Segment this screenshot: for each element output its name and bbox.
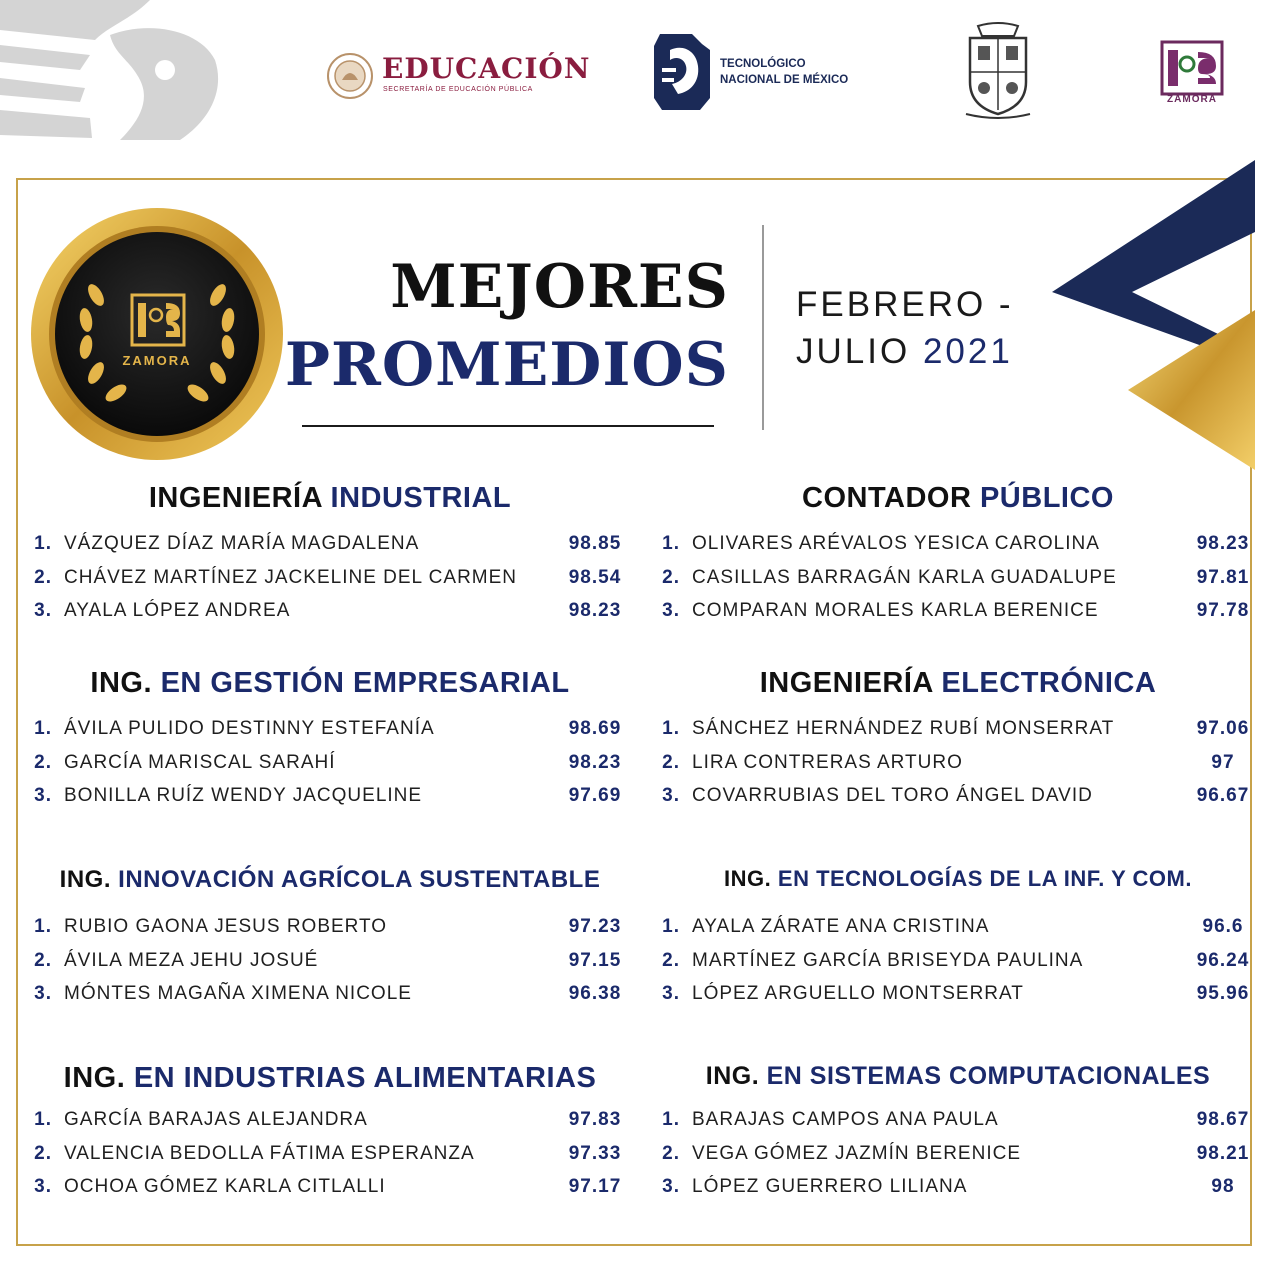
student-score: 96.67 [1196,785,1250,806]
section-highlight: INNOVACIÓN AGRÍCOLA SUSTENTABLE [118,866,601,893]
student-score: 97.83 [568,1109,622,1130]
section-title [658,1062,1258,1091]
student-score: 97.06 [1196,718,1250,739]
section-prefix: ING. [705,1062,760,1090]
student-score: 97.23 [568,916,622,937]
student-score: 98.23 [568,600,622,621]
student-name: COVARRUBIAS DEL TORO ÁNGEL DAVID [692,785,1093,806]
section-tecnologias-informacion [658,866,1258,1011]
educacion-wordmark: EDUCACIÓN [382,52,591,85]
ranking-row [30,779,630,813]
ranking-row [658,944,1258,978]
section-title [658,866,1258,892]
student-score: 98.85 [568,533,622,554]
student-name: BARAJAS CAMPOS ANA PAULA [692,1109,999,1130]
rank-number: 2. [662,949,680,971]
rank-number: 1. [34,718,52,739]
student-name: CHÁVEZ MARTÍNEZ JACKELINE DEL CARMEN [64,566,518,588]
ranking-row [30,527,630,561]
title-underline [302,425,714,427]
rank-number: 2. [662,566,680,588]
student-name: RUBIO GAONA JESUS ROBERTO [64,916,388,937]
section-gestion-empresarial [30,667,630,813]
section-highlight: EN INDUSTRIAS ALIMENTARIAS [133,1062,597,1094]
rank-number: 2. [34,949,52,971]
ranking-row [30,977,630,1011]
section-sistemas-computacionales [658,1062,1258,1204]
rank-number: 3. [662,785,680,806]
rank-number: 1. [662,718,680,739]
student-name: OLIVARES ARÉVALOS YESICA CAROLINA [692,533,1100,554]
student-name: CASILLAS BARRAGÁN KARLA GUADALUPE [692,566,1117,588]
its-zamora-logo [1160,40,1224,108]
student-score: 97.78 [1196,600,1250,621]
rank-number: 1. [662,916,680,937]
student-name: GARCÍA MARISCAL SARAHÍ [64,751,336,773]
student-score: 95.96 [1196,983,1250,1004]
ranking-row [30,594,630,628]
rank-number: 3. [662,600,680,621]
ranking-row [658,1137,1258,1171]
student-name: AYALA ZÁRATE ANA CRISTINA [692,916,990,937]
rank-number: 3. [662,1176,680,1197]
section-prefix: ING. [724,866,772,891]
rank-number: 1. [34,916,52,937]
section-prefix: ING. [63,1062,126,1094]
sep-subtitle: SECRETARÍA DE EDUCACIÓN PÚBLICA [383,86,533,93]
title-line1: MEJORES [390,252,729,322]
section-highlight: EN SISTEMAS COMPUTACIONALES [766,1062,1211,1090]
educacion-logo [326,50,591,102]
rank-number: 3. [34,1176,52,1197]
student-score: 96.6 [1202,916,1244,937]
ranking-row [658,1170,1258,1204]
section-prefix: CONTADOR [802,482,972,514]
ranking-row [658,977,1258,1011]
student-name: SÁNCHEZ HERNÁNDEZ RUBÍ MONSERRAT [692,718,1115,739]
period-month: JULIO [796,332,911,371]
rank-number: 2. [34,1142,52,1164]
ranking-row [30,746,630,780]
section-innovacion-agricola [30,866,630,1011]
its-zamora-label: ZAMORA [1167,94,1217,105]
rank-number: 2. [34,566,52,588]
section-title [30,667,630,700]
header-decoration [0,0,230,145]
section-highlight: INDUSTRIAL [330,482,512,514]
ranking-row [30,944,630,978]
ranking-row [30,561,630,595]
section-title [30,482,630,515]
student-name: BONILLA RUÍZ WENDY JACQUELINE [64,785,423,806]
student-score: 97.81 [1196,566,1250,588]
title-divider [762,225,764,430]
ranking-row [658,594,1258,628]
student-score: 97.15 [568,949,622,971]
period-line1: FEBRERO - [796,285,1014,324]
student-score: 98 [1211,1176,1235,1197]
student-name: AYALA LÓPEZ ANDREA [64,600,291,621]
student-score: 98.69 [568,718,622,739]
student-score: 97.69 [568,785,622,806]
ranking-row [658,712,1258,746]
student-score: 96.24 [1196,949,1250,971]
section-prefix: INGENIERÍA [759,667,933,699]
rank-number: 3. [34,983,52,1004]
ranking-row [658,561,1258,595]
section-title [658,667,1258,700]
ranking-row [658,779,1258,813]
ranking-row [30,1137,630,1171]
ranking-row [30,1170,630,1204]
student-score: 98.23 [568,751,622,773]
student-score: 98.23 [1196,533,1250,554]
coat-of-arms-icon [962,22,1034,120]
tecnm-line1: TECNOLÓGICO [720,58,806,70]
student-name: MÓNTES MAGAÑA XIMENA NICOLE [64,983,412,1004]
student-score: 96.38 [568,983,622,1004]
student-name: VÁZQUEZ DÍAZ MARÍA MAGDALENA [64,533,420,554]
student-score: 97 [1211,751,1235,773]
ranking-row [658,746,1258,780]
ranking-row [30,910,630,944]
student-name: OCHOA GÓMEZ KARLA CITLALLI [64,1176,386,1197]
rank-number: 3. [34,600,52,621]
student-name: LÓPEZ ARGUELLO MONTSERRAT [692,983,1024,1004]
ranking-row [30,1103,630,1137]
section-contador-publico [658,482,1258,628]
ranking-row [658,910,1258,944]
rank-number: 3. [34,785,52,806]
section-title [30,1062,630,1095]
tecnm-gear-icon [652,28,714,116]
ranking-row [658,1103,1258,1137]
student-name: MARTÍNEZ GARCÍA BRISEYDA PAULINA [692,949,1084,971]
section-prefix: INGENIERÍA [148,482,322,514]
rank-number: 1. [662,1109,680,1130]
section-title [30,866,630,894]
section-prefix: ING. [90,667,153,699]
title-line2: PROMEDIOS [284,330,729,400]
ranking-row [658,527,1258,561]
rank-number: 2. [662,1142,680,1164]
period-year: 2021 [922,332,1013,371]
medal-label: ZAMORA [122,353,192,368]
rank-number: 3. [662,983,680,1004]
section-highlight: ELECTRÓNICA [941,667,1157,699]
section-highlight: EN GESTIÓN EMPRESARIAL [160,667,570,699]
its-zamora-emblem-icon [1160,40,1224,96]
rank-number: 2. [34,751,52,773]
section-industrias-alimentarias [30,1062,630,1204]
section-title [658,482,1258,515]
student-score: 97.33 [568,1142,622,1164]
ranking-row [30,712,630,746]
section-prefix: ING. [59,866,111,893]
student-name: ÁVILA PULIDO DESTINNY ESTEFANÍA [64,718,435,739]
tecnm-logo [652,28,862,116]
mexico-seal-icon [326,52,374,100]
student-score: 98.54 [568,566,622,588]
student-score: 98.67 [1196,1109,1250,1130]
decorative-triangles [1040,160,1255,475]
period-line2 [796,332,1013,372]
section-industrial [30,482,630,628]
student-name: GARCÍA BARAJAS ALEJANDRA [64,1109,368,1130]
student-name: LIRA CONTRERAS ARTURO [692,751,963,773]
rank-number: 2. [662,751,680,773]
student-name: VEGA GÓMEZ JAZMÍN BERENICE [692,1142,1021,1164]
student-name: COMPARAN MORALES KARLA BERENICE [692,600,1099,621]
student-score: 98.21 [1196,1142,1250,1164]
student-name: VALENCIA BEDOLLA FÁTIMA ESPERANZA [64,1142,475,1164]
section-highlight: PÚBLICO [979,482,1114,514]
rank-number: 1. [34,533,52,554]
award-medal-icon [28,205,286,463]
student-name: LÓPEZ GUERRERO LILIANA [692,1176,968,1197]
section-electronica [658,667,1258,813]
tecnm-line2: NACIONAL DE MÉXICO [720,74,849,86]
student-name: ÁVILA MEZA JEHU JOSUÉ [64,949,319,971]
student-score: 97.17 [568,1176,622,1197]
rank-number: 1. [34,1109,52,1130]
section-highlight: EN TECNOLOGÍAS DE LA INF. Y COM. [777,866,1192,891]
rank-number: 1. [662,533,680,554]
